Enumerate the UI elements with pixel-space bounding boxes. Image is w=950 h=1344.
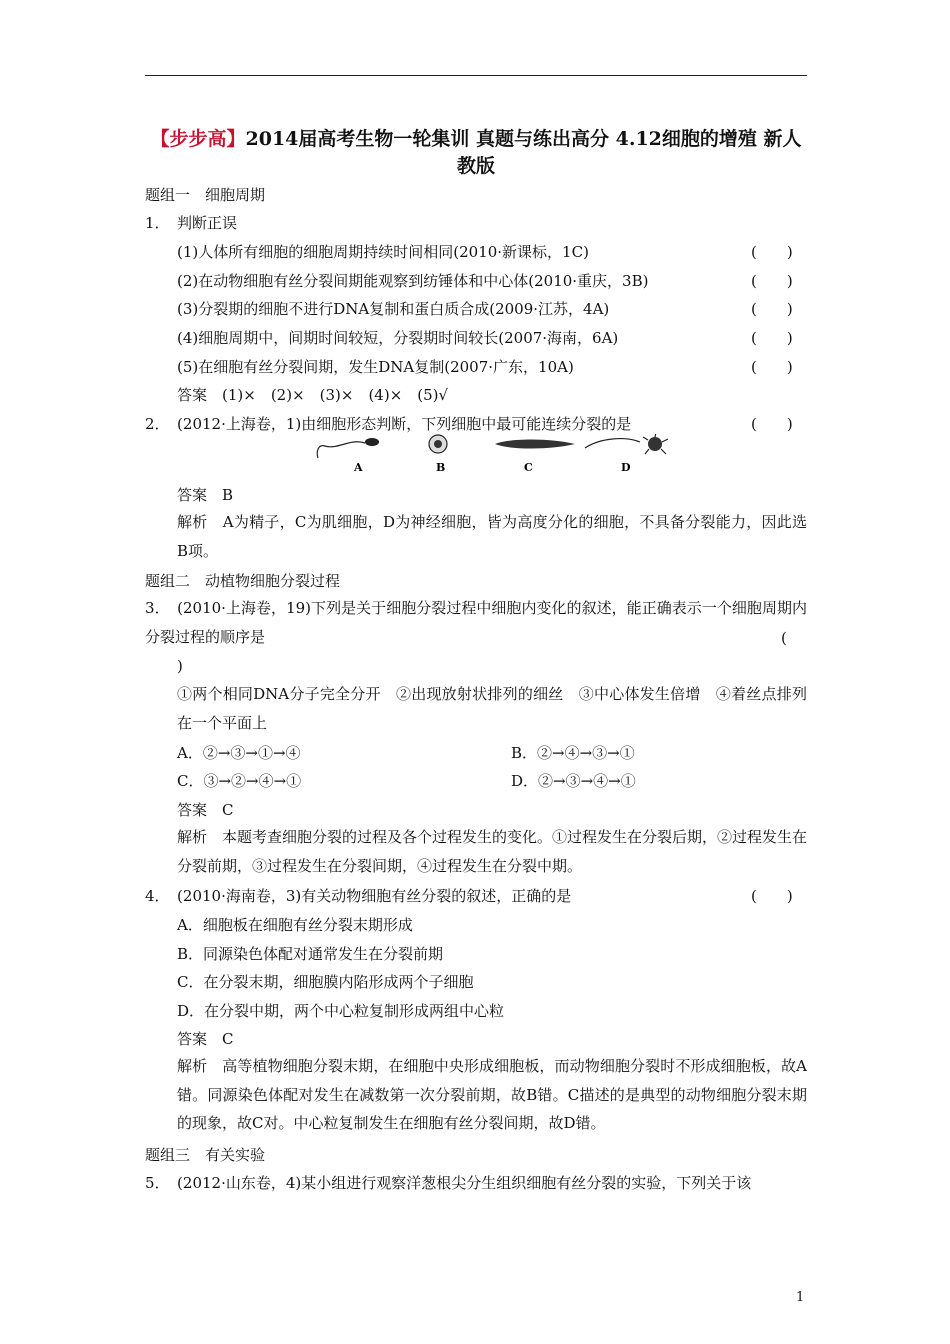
q1-stem: 1． 判断正误 [145,214,238,232]
q3-stem [145,594,807,651]
q1-item-4-paren: ( ) [751,329,793,347]
q3-option-a: A．②→③→①→④ [177,744,301,762]
q1-item-5-paren: ( ) [751,358,793,376]
q2-analysis: 解析 A为精子，C为肌细胞，D为神经细胞，皆为高度分化的细胞，不具备分裂能力，因此选B项。 [177,513,807,560]
q1-item-1-paren: ( ) [751,243,793,261]
q4-analysis: 解析 高等植物细胞分裂末期，在细胞中央形成细胞板，而动物细胞分裂时不形成细胞板，故A错。同源染色体配对发生在减数第一次分裂前期，故B错。C描述的是典型的动物细胞分裂末期的现象，故C对。中心粒复制发生在细胞有丝分裂间期，故D错。 [177,1057,807,1132]
q2-paren: ( ) [751,415,793,433]
q2-stem: 2． (2012·上海卷，1)由细胞形态判断，下列细胞中最可能连续分裂的是 [145,415,632,433]
page-number: 1 [796,1290,805,1305]
cell-figure [310,434,690,476]
q1-item-4: (4)细胞周期中，间期时间较短，分裂期时间较长(2007·海南，6A) [177,329,619,347]
q4-answer: 答案 C [177,1030,234,1048]
cell-label-c: C [524,461,533,474]
title-bracket: 【步步高】 [150,128,246,150]
q3-analysis: 解析 本题考查细胞分裂的过程及各个过程发生的变化。①过程发生在分裂后期，②过程发生在分裂前期，③过程发生在分裂间期，④过程发生在分裂中期。 [177,828,808,875]
q3-stem-text: 3． (2010·上海卷，19)下列是关于细胞分裂过程中细胞内变化的叙述，能正确表示一个细胞周期内分裂过程的顺序是 [145,599,807,646]
q1-item-2-paren: ( ) [751,272,793,290]
q3-option-b: B．②→④→③→① [511,744,635,762]
q3-answer: 答案 C [177,801,234,819]
q4-option-d: D．在分裂中期，两个中心粒复制形成两组中心粒 [177,1002,505,1020]
q4-paren: ( ) [751,887,793,905]
q3-items: ①两个相同DNA分子完全分开 ②出现放射状排列的细丝 ③中心体发生倍增 ④着丝点排列在一个平面上 [177,685,807,732]
page-title [145,126,807,180]
muscle-cell-image [495,440,575,449]
group2-heading: 题组二 动植物细胞分裂过程 [145,572,341,590]
neuron-cell-image [585,434,668,454]
q1-item-1: (1)人体所有细胞的细胞周期持续时间相同(2010·新课标，1C) [177,243,589,261]
q2-answer: 答案 B [177,486,234,504]
group3-heading: 题组三 有关实验 [145,1146,266,1164]
q1-item-3-paren: ( ) [751,300,793,318]
round-cell-image [429,435,447,453]
q1-answer: 答案 (1)× (2)× (3)× (4)× (5)√ [177,386,449,404]
q3-option-d: D．②→③→④→① [511,772,636,790]
q4-option-a: A．细胞板在细胞有丝分裂末期形成 [177,916,413,934]
header-rule [145,75,807,76]
q1-item-3: (3)分裂期的细胞不进行DNA复制和蛋白质合成(2009·江苏，4A) [177,300,610,318]
q4-option-b: B．同源染色体配对通常发生在分裂前期 [177,945,444,963]
sperm-cell-image [317,438,379,458]
group1-heading: 题组一 细胞周期 [145,186,266,204]
q3-paren-close: ) [177,657,183,675]
q3-paren-open: ( [781,629,787,647]
title-text: 2014届高考生物一轮集训 真题与练出高分 4.12细胞的增殖 新人教版 [245,128,802,177]
q3-option-c: C．③→②→④→① [177,772,302,790]
cell-label-d: D [621,461,631,474]
cell-label-b: B [436,461,446,474]
q4-option-c: C．在分裂末期，细胞膜内陷形成两个子细胞 [177,973,474,991]
q1-item-5: (5)在细胞有丝分裂间期，发生DNA复制(2007·广东，10A) [177,358,574,376]
cell-label-a: A [354,461,363,474]
q1-item-2: (2)在动物细胞有丝分裂间期能观察到纺锤体和中心体(2010·重庆，3B) [177,272,649,290]
q4-stem: 4． (2010·海南卷，3)有关动物细胞有丝分裂的叙述，正确的是 [145,887,572,905]
q5-stem: 5． (2012·山东卷，4)某小组进行观察洋葱根尖分生组织细胞有丝分裂的实验，下列关于该 [145,1174,752,1192]
